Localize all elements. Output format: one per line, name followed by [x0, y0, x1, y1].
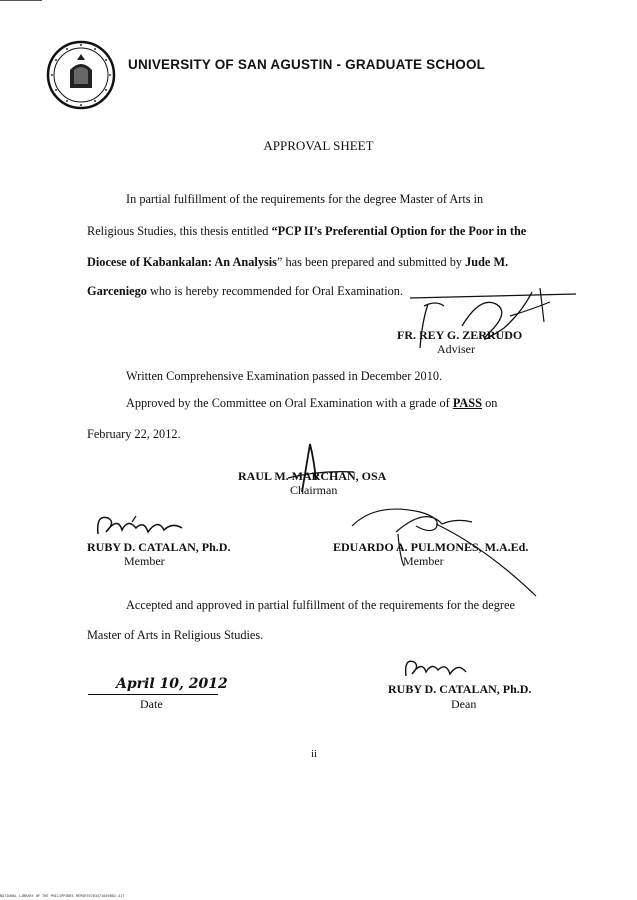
approved-text-end: on: [485, 396, 498, 410]
page-number: ii: [311, 748, 318, 760]
body-text: who is hereby recommended for Oral Examination.: [146, 284, 403, 298]
author-name: Jude M.: [465, 255, 509, 269]
member2-role: Member: [403, 554, 444, 568]
dean-name: RUBY D. CATALAN, Ph.D.: [388, 682, 532, 696]
scan-edge-line: [0, 0, 42, 1]
thesis-title: “PCP II’s Preferential Option for the Poor in the: [271, 224, 527, 238]
date-label: Date: [140, 697, 163, 711]
body-text: Religious Studies, this thesis entitled: [87, 224, 272, 238]
handwritten-date: April 10, 2012: [116, 676, 228, 692]
acceptance-line-2: Master of Arts in Religious Studies.: [87, 628, 264, 642]
approved-text: Approved by the Committee on Oral Examination with a grade of: [126, 396, 450, 410]
dean-role: Dean: [451, 697, 477, 711]
page-title: APPROVAL SHEET: [263, 138, 374, 153]
adviser-name: FR. REY G. ZERRUDO: [397, 328, 523, 342]
scan-footer: NATIONAL LIBRARY OF THE PHILIPPINES REPORT0703471049802-417: [0, 894, 125, 898]
body-line-2: [87, 224, 526, 239]
body-line-1: In partial fulfillment of the requirements for the degree Master of Arts in: [126, 192, 484, 206]
body-text: ” has been prepared and submitted by: [276, 255, 466, 269]
member2-name: EDUARDO A. PULMONES, M.A.Ed.: [333, 540, 529, 554]
author-surname: Garceniego: [87, 284, 147, 298]
thesis-title-cont: Diocese of Kabankalan: An Analysis: [87, 255, 277, 269]
body-line-3: [87, 255, 508, 270]
oral-exam-date: February 22, 2012.: [87, 427, 181, 441]
member1-role: Member: [124, 554, 165, 568]
adviser-role: Adviser: [437, 342, 475, 356]
grade-value: PASS: [452, 396, 482, 410]
university-seal-logo: [46, 40, 116, 110]
written-exam-line: Written Comprehensive Examination passed in December 2010.: [126, 369, 443, 383]
chairman-name: RAUL M. MARCHAN, OSA: [238, 469, 387, 483]
chairman-role: Chairman: [290, 483, 338, 497]
acceptance-line-1: Accepted and approved in partial fulfillment of the requirements for the degree: [126, 598, 515, 612]
body-line-4: [87, 284, 403, 299]
university-header: UNIVERSITY OF SAN AGUSTIN - GRADUATE SCHOOL: [128, 57, 486, 72]
approved-line: [126, 396, 497, 411]
date-underline: [88, 694, 218, 695]
member1-name: RUBY D. CATALAN, Ph.D.: [87, 540, 231, 554]
